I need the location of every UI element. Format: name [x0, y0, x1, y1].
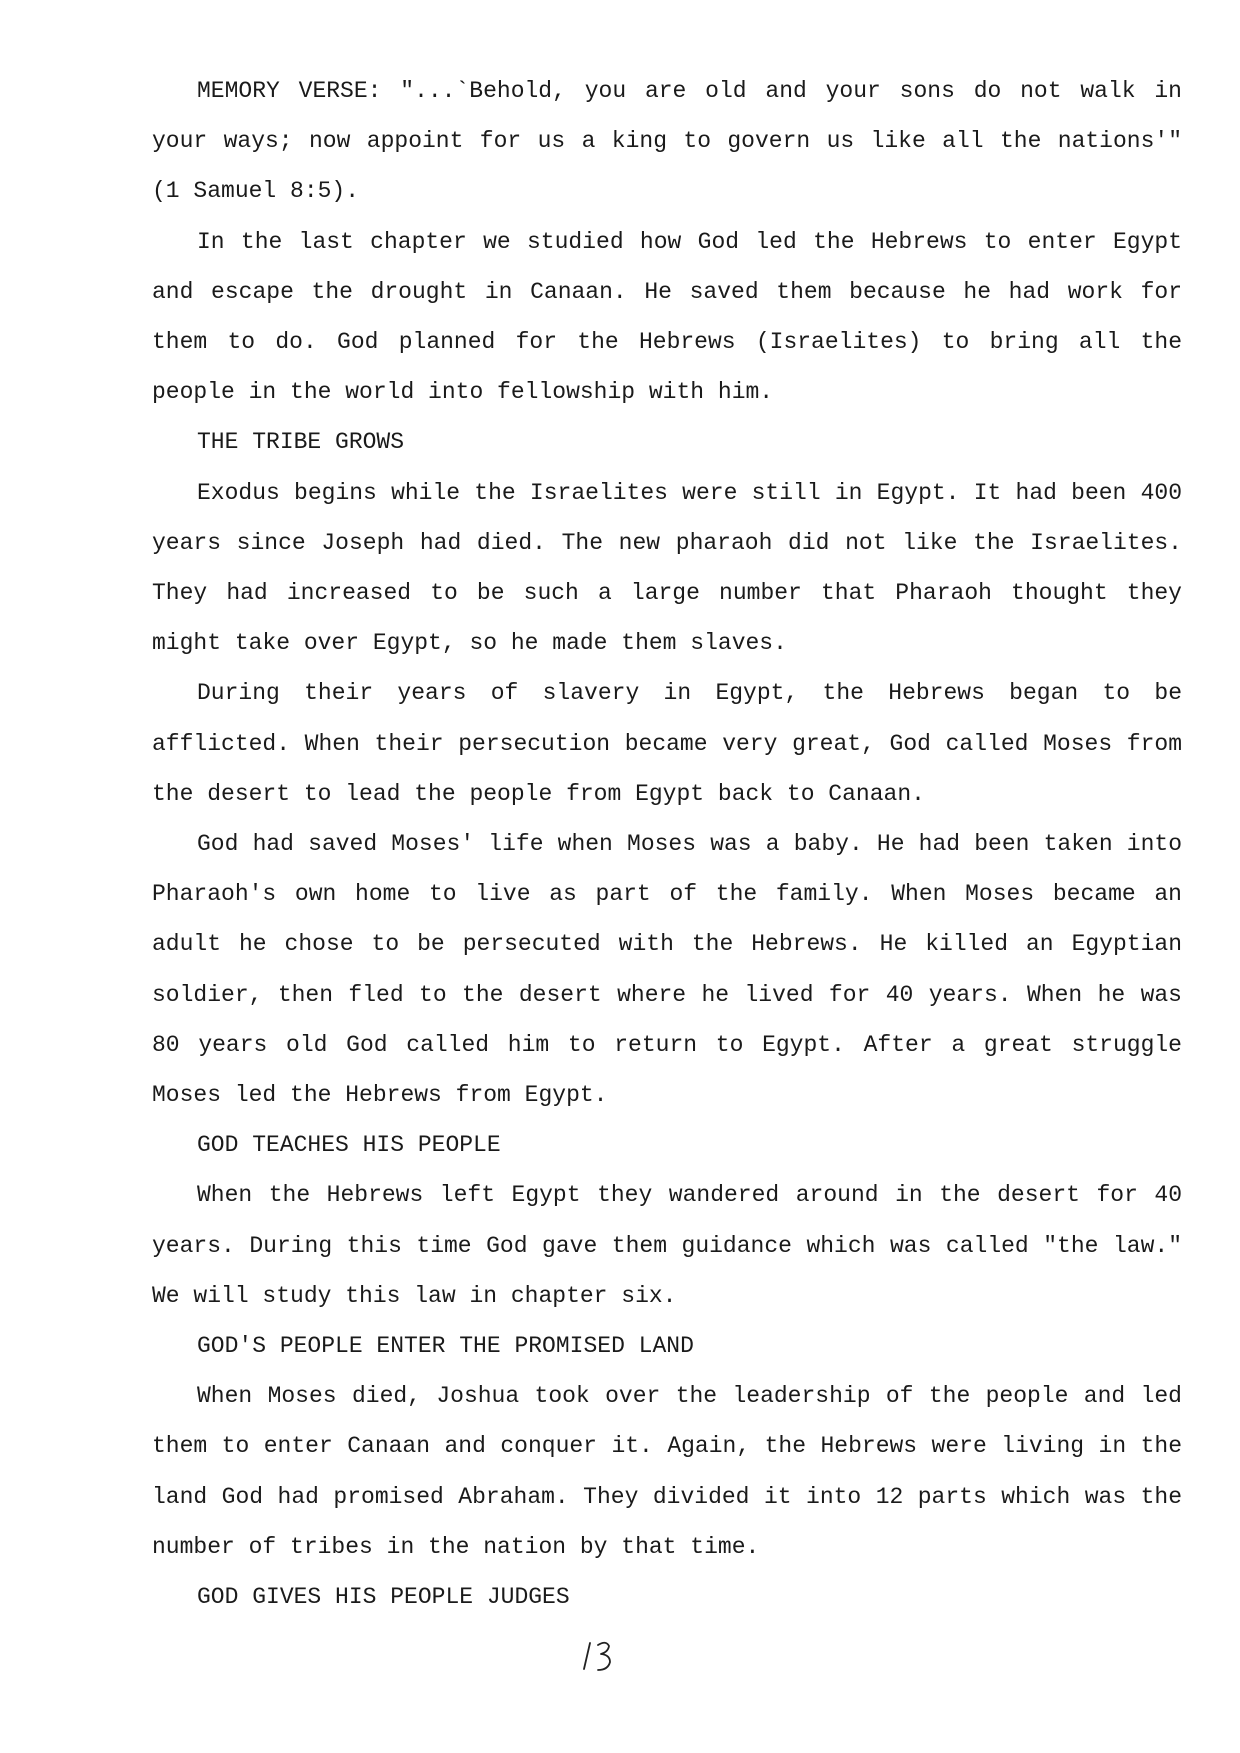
memory-verse-paragraph: MEMORY VERSE: "...`Behold, you are old and your sons do not walk in your ways; now appoint for us a king to govern us like all the nations'" (1 Samuel 8:5).: [152, 78, 1182, 205]
handwritten-page-number-drawing: [578, 1637, 628, 1677]
body-paragraph: During their years of slavery in Egypt, the Hebrews began to be afflicted. When their persecution became very great, God called Moses from the desert to lead the people from Egypt back to Canaan.: [152, 680, 1182, 807]
body-paragraph: When the Hebrews left Egypt they wandered around in the desert for 40 years. During this time God gave them guidance which was called "the law." We will study this law in chapter six.: [152, 1182, 1182, 1309]
body-paragraph: Exodus begins while the Israelites were still in Egypt. It had been 400 years since Joseph had died. The new pharaoh did not like the Israelites. They had increased to be such a large number that Pharaoh thought they might take over Egypt, so he made them slaves.: [152, 479, 1182, 657]
section-heading-judges: GOD GIVES HIS PEOPLE JUDGES: [197, 1584, 570, 1611]
section-heading-god-teaches: GOD TEACHES HIS PEOPLE: [197, 1132, 501, 1159]
section-heading-tribe-grows: THE TRIBE GROWS: [197, 429, 405, 456]
body-paragraph: In the last chapter we studied how God led the Hebrews to enter Egypt and escape the drought in Canaan. He saved them because he had work for them to do. God planned for the Hebrews (Israelites) to bring all the people in the world into fellowship with him.: [152, 228, 1182, 406]
section-heading-promised-land: GOD'S PEOPLE ENTER THE PROMISED LAND: [197, 1333, 694, 1360]
body-paragraph: God had saved Moses' life when Moses was a baby. He had been taken into Pharaoh's own home to live as part of the family. When Moses became an adult he chose to be persecuted with the Hebrews. He killed an Egyptian soldier, then fled to the desert where he lived for 40 years. When he was 80 years old God called him to return to Egypt. After a great struggle Moses led the Hebrews from Egypt.: [152, 831, 1182, 1109]
handwritten-page-number: [578, 1637, 628, 1677]
body-paragraph: When Moses died, Joshua took over the leadership of the people and led them to enter Canaan and conquer it. Again, the Hebrews were living in the land God had promised Abraham. They divided it into 12 parts which was the number of tribes in the nation by that time.: [152, 1383, 1182, 1560]
document-body: [152, 66, 1182, 1622]
